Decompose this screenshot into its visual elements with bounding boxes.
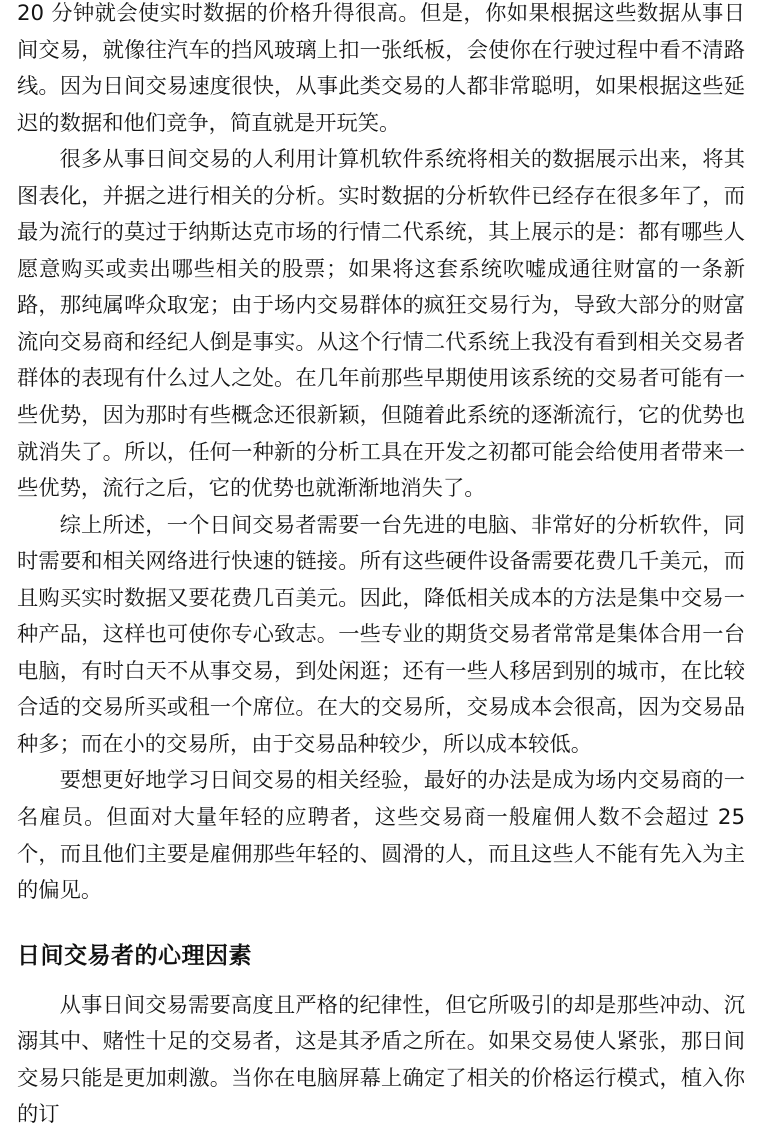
page-content bbox=[17, 0, 745, 1134]
section-heading: 日间交易者的心理因素 bbox=[17, 942, 252, 969]
paragraph-1: 20 分钟就会使实时数据的价格升得很高。但是，你如果根据这些数据从事日间交易，就像往汽车的挡风玻璃上扣一张纸板，会使你在行驶过程中看不清路线。因为日间交易速度很快，从事此类交易的人都非常聪明，如果根据这些延迟的数据和他们竞争，简直就是开玩笑。 bbox=[17, 1, 745, 136]
paragraph-3: 综上所述，一个日间交易者需要一台先进的电脑、非常好的分析软件，同时需要和相关网络进行快速的链接。所有这些硬件设备需要花费几千美元，而且购买实时数据又要花费几百美元。因此，降低相关成本的方法是集中交易一种产品，这样也可使你专心致志。一些专业的期货交易者常常是集体合用一台电脑，有时白天不从事交易，到处闲逛；还有一些人移居到别的城市，在比较合适的交易所买或租一个席位。在大的交易所，交易成本会很高，因为交易品种多；而在小的交易所，由于交易品种较少，所以成本较低。 bbox=[17, 512, 745, 757]
paragraph-4: 要想更好地学习日间交易的相关经验，最好的办法是成为场内交易商的一名雇员。但面对大量年轻的应聘者，这些交易商一般雇佣人数不会超过 25 个，而且他们主要是雇佣那些年轻的、圆滑的人，而且这些人不能有先入为主的偏见。 bbox=[17, 768, 745, 904]
paragraph-2: 很多从事日间交易的人利用计算机软件系统将相关的数据展示出来，将其图表化，并据之进行相关的分析。实时数据的分析软件已经存在很多年了，而最为流行的莫过于纳斯达克市场的行情二代系统，其上展示的是：都有哪些人愿意购买或卖出哪些相关的股票；如果将这套系统吹嘘成通往财富的一条新路，那纯属哗众取宠；由于场内交易群体的疯狂交易行为，导致大部分的财富流向交易商和经纪人倒是事实。从这个行情二代系统上我没有看到相关交易者群体的表现有什么过人之处。在几年前那些早期使用该系统的交易者可能有一些优势，因为那时有些概念还很新颖，但随着此系统的逐渐流行，它的优势也就消失了。所以，任何一种新的分析工具在开发之初都可能会给使用者带来一些优势，流行之后，它的优势也就渐渐地消失了。 bbox=[17, 147, 745, 502]
paragraph-5: 从事日间交易需要高度且严格的纪律性，但它所吸引的却是那些冲动、沉溺其中、赌性十足的交易者，这是其矛盾之所在。如果交易使人紧张，那日间交易只能是更加刺激。当你在电脑屏幕上确定了相关的价格运行模式，植入你的订 bbox=[17, 992, 745, 1128]
